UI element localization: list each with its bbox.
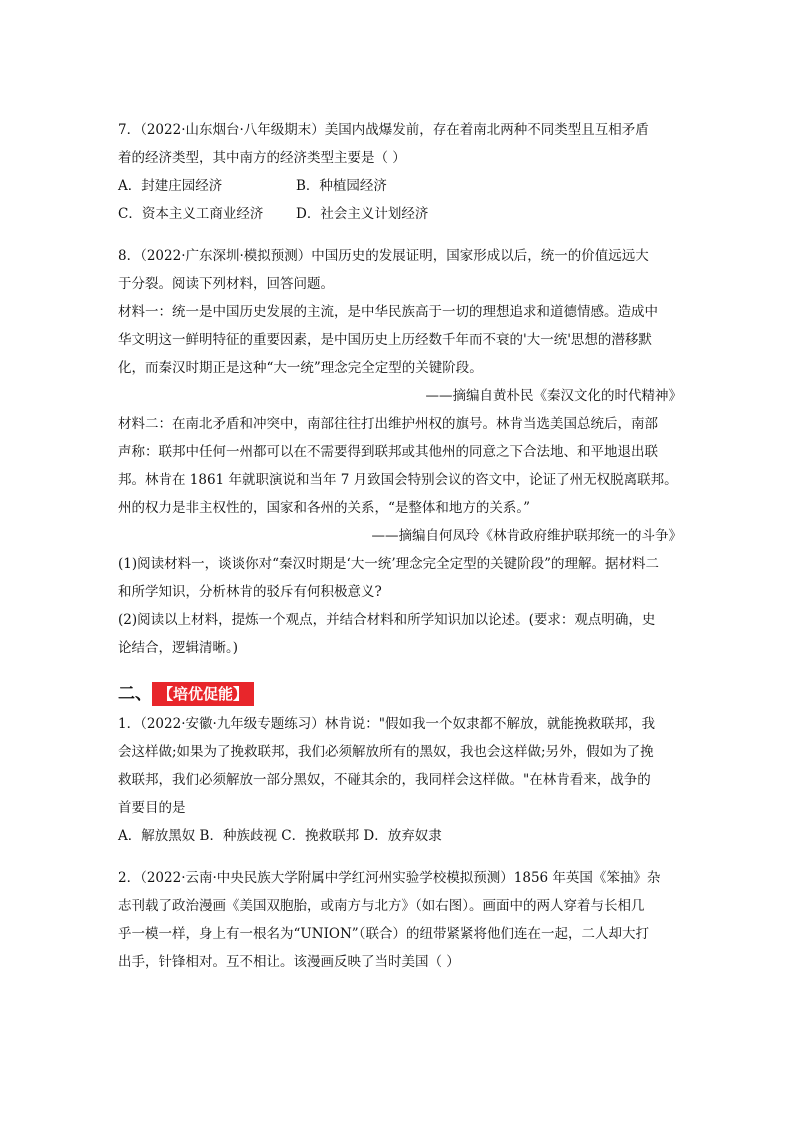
q8-stem-line-2: 于分裂。阅读下列材料，回答问题。 bbox=[118, 276, 334, 292]
spacer bbox=[118, 228, 684, 242]
q8-subquestion-2-line-2: 论结合，逻辑清晰。) bbox=[118, 640, 239, 656]
q8-material-2-line-1: 材料二：在南北矛盾和冲突中，南部往往打出维护州权的旗号。林肯当选美国总统后，南部 bbox=[118, 416, 658, 432]
q8-material-2-line-4: 州的权力是非主权性的，国家和各州的关系，“是整体和地方的关系。” bbox=[118, 500, 531, 516]
q7-option-d: D．社会主义计划经济 bbox=[296, 206, 429, 222]
q7-options-row-1 bbox=[118, 172, 684, 200]
section-2-question-2 bbox=[118, 864, 684, 976]
q8-material-1-source: ——摘编自黄朴民《秦汉文化的时代精神》 bbox=[425, 388, 682, 404]
question-8 bbox=[118, 242, 684, 662]
s2q1-options: A．解放黑奴 B．种族歧视 C．挽救联邦 D．放弃奴隶 bbox=[118, 828, 442, 844]
page-content bbox=[118, 116, 684, 976]
section-2-number: 二、 bbox=[118, 684, 152, 704]
s2q2-stem-line-2: 志刊载了政治漫画《美国双胞胎，或南方与北方》（如右图）。画面中的两人穿着与长相几 bbox=[118, 898, 645, 914]
q8-material-2-line-2: 声称：联邦中任何一州都可以在不需要得到联邦或其他州的同意之下合法地、和平地退出联 bbox=[118, 444, 658, 460]
q8-subquestion-2-line-1: (2)阅读以上材料，提炼一个观点，并结合材料和所学知识加以论述。(要求：观点明确，史 bbox=[118, 612, 656, 628]
q7-option-b: B．种植园经济 bbox=[296, 178, 387, 194]
q8-material-2-source: ——摘编自何凤玲《林肯政府维护联邦统一的斗争》 bbox=[371, 528, 682, 544]
q7-options-row-2 bbox=[118, 200, 684, 228]
q8-subquestion-1-line-2: 和所学知识，分析林肯的驳斥有何积极意义? bbox=[118, 584, 382, 600]
q7-stem-line-2: 着的经济类型，其中南方的经济类型主要是（ ） bbox=[118, 150, 406, 166]
s2q1-stem-line-2: 会这样做;如果为了挽救联邦，我们必须解放所有的黑奴，我也会这样做;另外，假如为了挽 bbox=[118, 744, 654, 760]
s2q1-stem-line-1: 1．（2022·安徽·九年级专题练习）林肯说："假如我一个奴隶都不解放，就能挽救联邦，我 bbox=[118, 716, 655, 732]
s2q2-stem-line-1: 2．（2022·云南·中央民族大学附属中学红河州实验学校模拟预测）1856 年英国《笨抽》杂 bbox=[118, 870, 661, 886]
s2q2-stem-line-3: 乎一模一样，身上有一根名为“UNION”（联合）的纽带紧紧将他们连在一起，二人却大打 bbox=[118, 926, 649, 942]
s2q2-stem-line-4: 出手，针锋相对。互不相让。该漫画反映了当时美国（ ） bbox=[118, 954, 460, 970]
s2q1-stem-line-4: 首要目的是 bbox=[118, 800, 186, 816]
q8-material-1-line-1: 材料一：统一是中国历史发展的主流，是中华民族高于一切的理想追求和道德情感。造成中 bbox=[118, 304, 658, 320]
s2q1-stem-line-3: 救联邦，我们必须解放一部分黑奴，不碰其余的，我同样会这样做。"在林肯看来，战争的 bbox=[118, 772, 651, 788]
q8-material-2-line-3: 邦。林肯在 1861 年就职演说和当年 7 月致国会特别会议的咨文中，论证了州无权脱离联邦。 bbox=[118, 472, 678, 488]
question-7 bbox=[118, 116, 684, 228]
q8-material-1-line-3: 化，而秦汉时期正是这种“大一统”理念完全定型的关键阶段。 bbox=[118, 360, 483, 376]
section-2-title-badge: 【培优促能】 bbox=[152, 682, 254, 706]
spacer bbox=[118, 850, 684, 864]
q7-stem-line-1: 7．（2022·山东烟台·八年级期末）美国内战爆发前，存在着南北两种不同类型且互相矛盾 bbox=[118, 122, 649, 138]
q7-option-c: C．资本主义工商业经济 bbox=[118, 206, 264, 222]
q8-subquestion-1-line-1: (1)阅读材料一，谈谈你对“秦汉时期是‘大一统’理念完全定型的关键阶段”的理解。据材料二 bbox=[118, 556, 660, 572]
q8-material-1-line-2: 华文明这一鲜明特征的重要因素，是中国历史上历经数千年而不衰的'大一统'思想的潜移默 bbox=[118, 332, 652, 348]
q7-option-a: A．封建庄园经济 bbox=[118, 178, 223, 194]
section-2-heading bbox=[118, 680, 684, 708]
section-2-question-1 bbox=[118, 710, 684, 850]
q8-stem-line-1: 8．（2022·广东深圳·模拟预测）中国历史的发展证明，国家形成以后，统一的价值远远大 bbox=[118, 248, 649, 264]
